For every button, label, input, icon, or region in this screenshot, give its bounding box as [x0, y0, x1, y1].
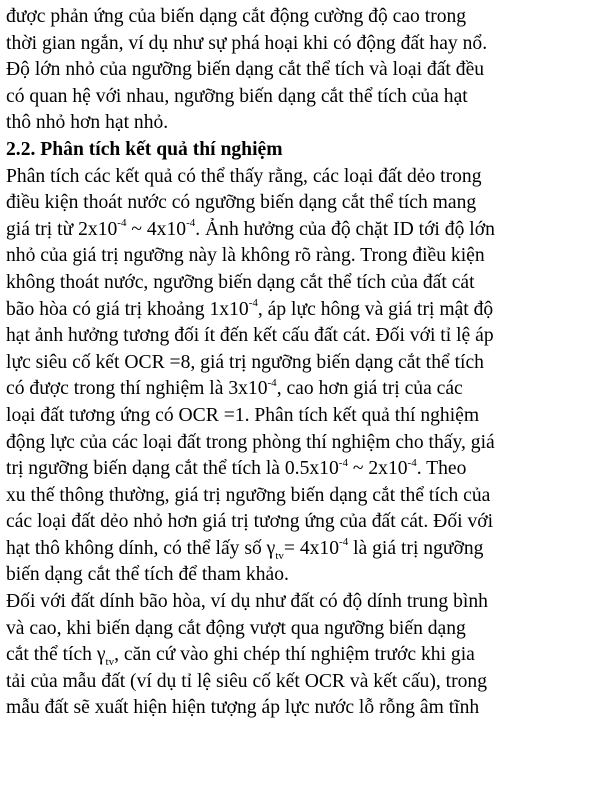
exponent: -4	[338, 456, 348, 469]
paragraph-1	[6, 4, 606, 137]
text-line	[6, 642, 606, 669]
text-segment: . Theo	[416, 458, 467, 480]
text-line	[6, 456, 606, 483]
text-line: Đối với đất dính bão hòa, ví dụ như đất có độ dính trung bình	[6, 591, 488, 613]
text-segment: hạt thô không dính, có thể lấy số γ	[6, 537, 276, 559]
text-segment: trị ngưỡng biến dạng cắt thể tích là 0.5x10	[6, 458, 339, 480]
text-segment: giá trị từ 2x10	[6, 218, 118, 240]
text-segment: , căn cứ vào ghi chép thí nghiệm trước khi gia	[114, 644, 475, 666]
text-line	[6, 536, 606, 563]
text-line: tải của mẫu đất (ví dụ tỉ lệ siêu cố kết OCR và kết cấu), trong	[6, 670, 487, 692]
text-line: Phân tích các kết quả có thể thấy rằng, các loại đất dẻo trong	[6, 165, 482, 187]
text-line: và cao, khi biến dạng cắt động vượt qua ngưỡng biến dạng	[6, 617, 466, 639]
subscript: tv	[105, 656, 115, 669]
text-line	[6, 376, 606, 403]
section-heading: 2.2. Phân tích kết quả thí nghiệm	[6, 138, 283, 160]
text-line: có quan hệ với nhau, ngưỡng biến dạng cắt thể tích của hạt	[6, 85, 468, 107]
text-line: các loại đất dẻo nhỏ hơn giá trị tương ứng của đất cát. Đối với	[6, 511, 494, 533]
text-segment: là giá trị ngưỡng	[348, 537, 484, 559]
paragraph-2	[6, 164, 606, 590]
text-segment: ~ 4x10	[126, 218, 187, 240]
text-line: nhỏ của giá trị ngưỡng này là không rõ ràng. Trong điều kiện	[6, 245, 485, 267]
text-segment: , áp lực hông và giá trị mật độ	[257, 298, 494, 320]
text-line: loại đất tương ứng có OCR =1. Phân tích kết quả thí nghiệm	[6, 404, 480, 426]
text-segment: . Ảnh hưởng của độ chặt ID tới độ lớn	[195, 218, 495, 240]
text-line: được phản ứng của biến dạng cắt động cường độ cao trong	[6, 6, 467, 27]
text-line: hạt ảnh hưởng tương đối ít đến kết cấu đất cát. Đối với tỉ lệ áp	[6, 325, 494, 347]
text-line: động lực của các loại đất trong phòng thí nghiệm cho thấy, giá	[6, 431, 495, 453]
text-line: điều kiện thoát nước có ngưỡng biến dạng cắt thể tích mang	[6, 192, 477, 214]
text-segment: ~ 2x10	[347, 458, 408, 480]
text-segment: = 4x10	[283, 537, 340, 559]
exponent: -4	[248, 297, 258, 309]
subscript: tv	[275, 549, 284, 562]
text-line: thô nhỏ hơn hạt nhỏ.	[6, 112, 169, 134]
exponent: -4	[267, 376, 277, 389]
exponent: -4	[407, 456, 417, 469]
text-line	[6, 217, 606, 244]
text-line: biến dạng cắt thể tích để tham khảo.	[6, 564, 289, 586]
text-line: lực siêu cố kết OCR =8, giá trị ngưỡng biến dạng cắt thể tích	[6, 351, 484, 373]
text-line: mẫu đất sẽ xuất hiện hiện tượng áp lực nước lỗ rỗng âm tĩnh	[6, 697, 480, 719]
text-segment: có được trong thí nghiệm là 3x10	[6, 378, 268, 400]
paragraph-3	[6, 589, 606, 722]
text-segment: , cao hơn giá trị của các	[276, 378, 463, 400]
text-line: xu thế thông thường, giá trị ngưỡng biến dạng cắt thể tích của	[6, 484, 491, 506]
text-line	[6, 297, 606, 324]
text-segment: cắt thể tích γ	[6, 644, 106, 666]
text-segment: bão hòa có giá trị khoảng 1x10	[6, 298, 249, 320]
text-line: không thoát nước, ngưỡng biến dạng cắt thể tích của đất cát	[6, 271, 475, 293]
exponent: -4	[186, 217, 196, 230]
exponent: -4	[339, 536, 349, 549]
exponent: -4	[117, 217, 127, 230]
document-page	[6, 4, 606, 722]
text-line: Độ lớn nhỏ của ngưỡng biến dạng cắt thể tích và loại đất đều	[6, 59, 485, 81]
text-line: thời gian ngắn, ví dụ như sự phá hoại khi có động đất hay nổ.	[6, 32, 488, 54]
